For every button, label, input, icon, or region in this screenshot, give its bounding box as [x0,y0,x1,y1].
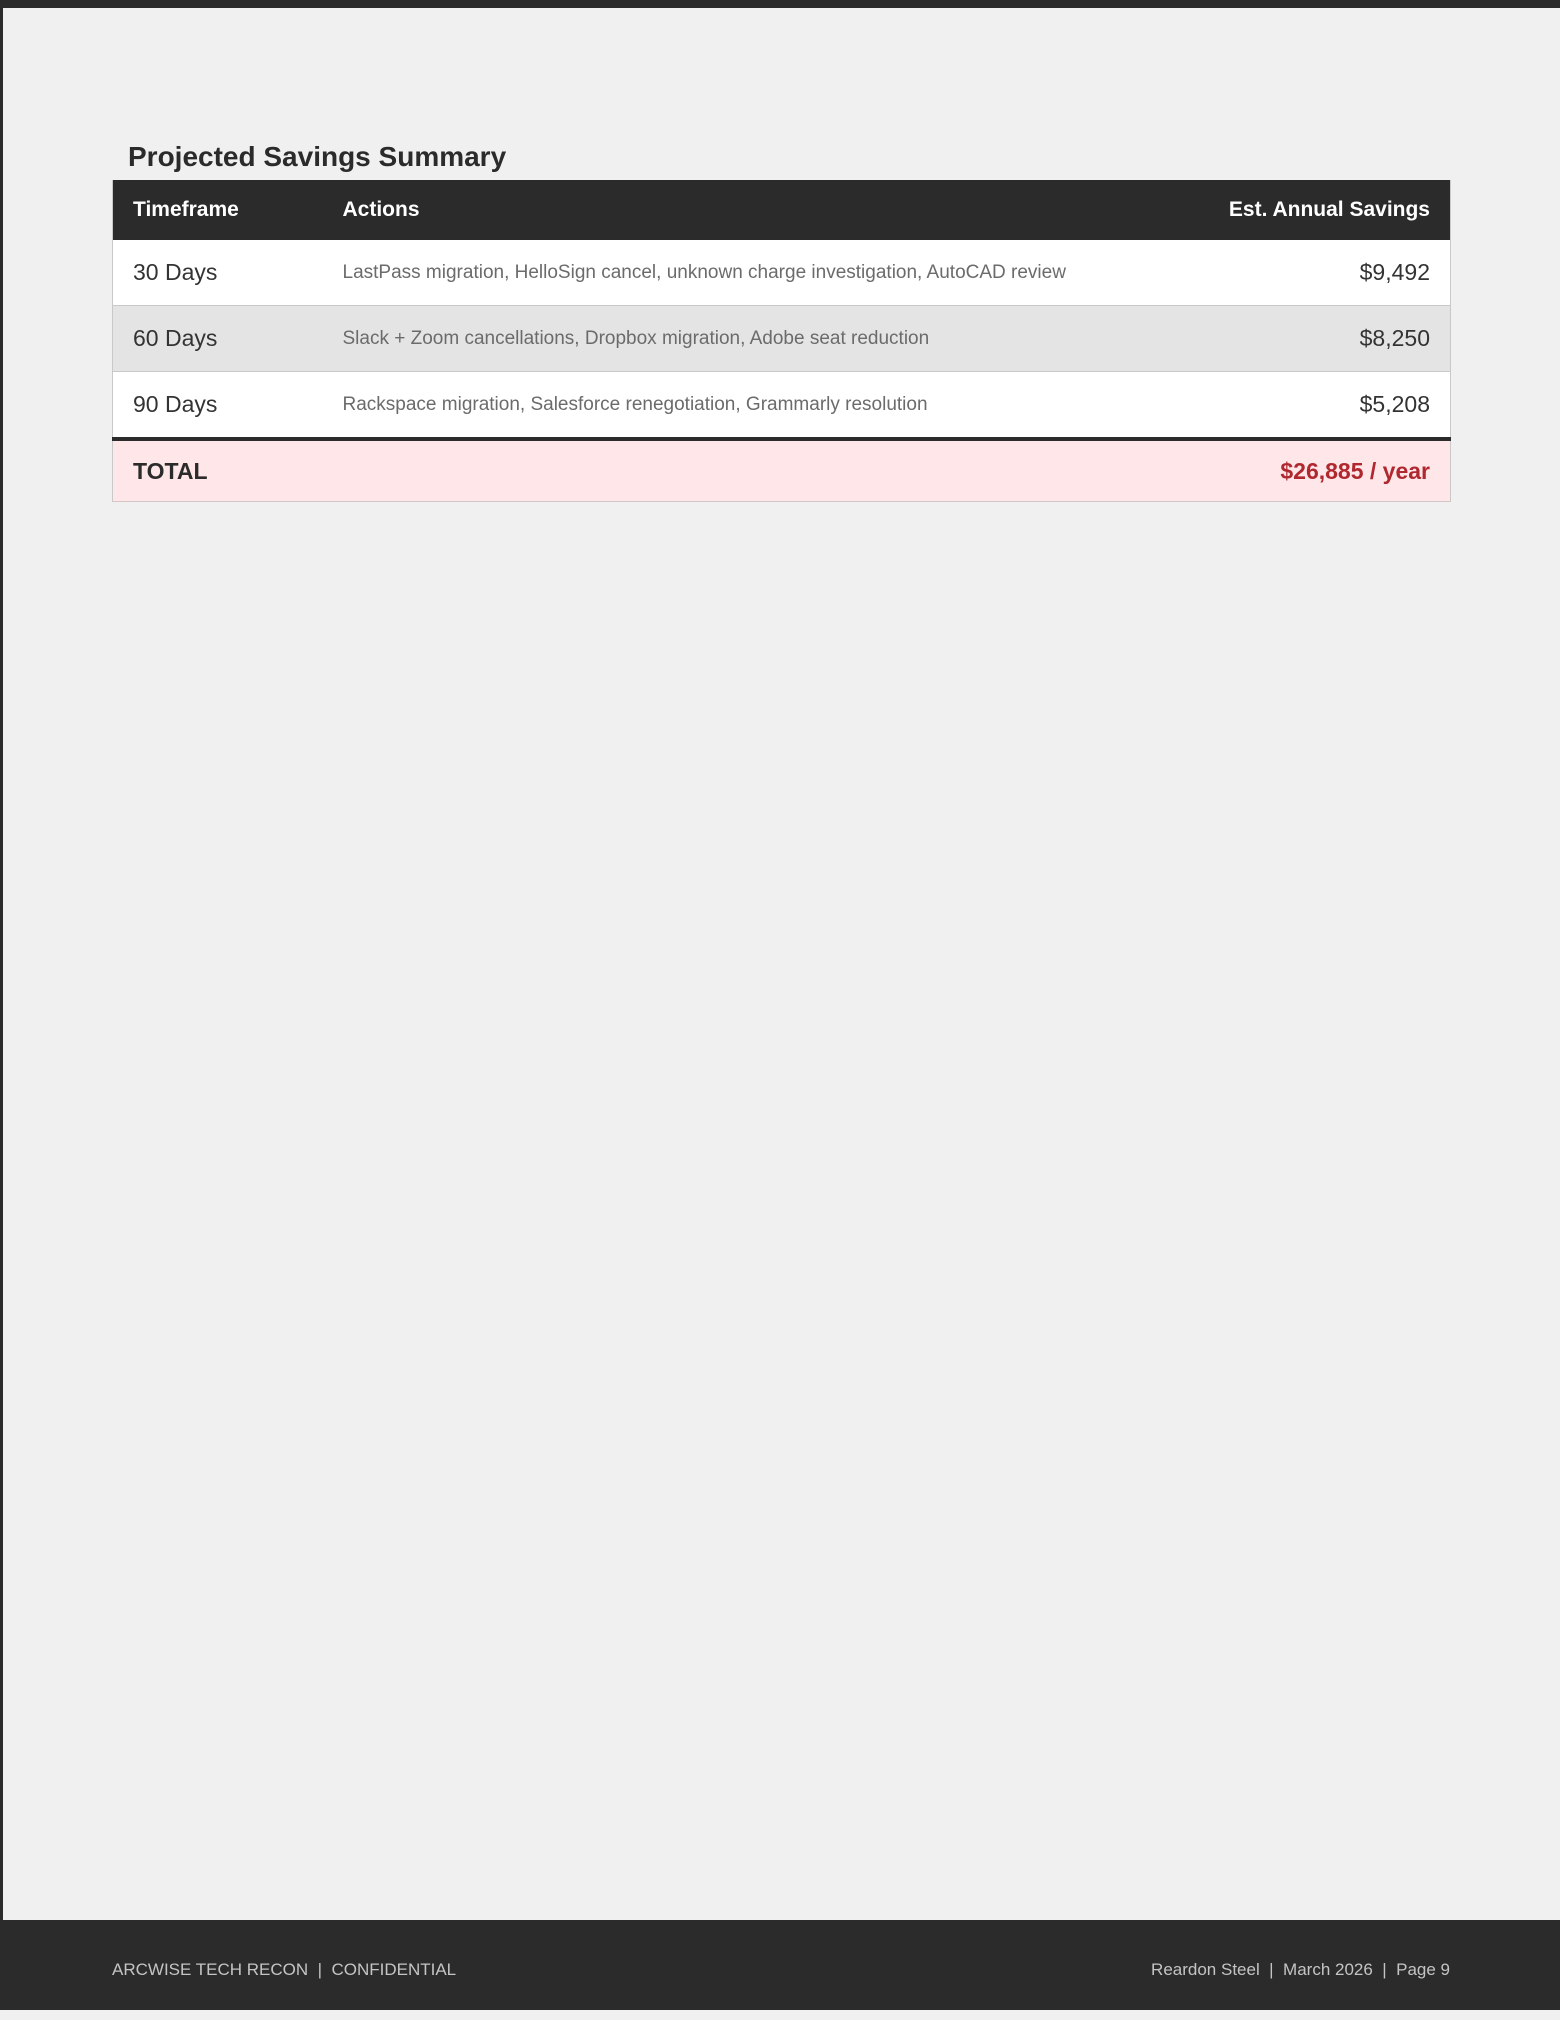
table-header-row [113,180,1451,240]
row-savings: $8,250 [1203,306,1451,372]
header-timeframe: Timeframe [113,180,323,240]
total-value: $26,885 / year [1203,439,1451,502]
total-row [113,439,1451,502]
row-timeframe: 90 Days [113,372,323,440]
section-title: Projected Savings Summary [128,141,507,172]
savings-summary-table [112,180,1451,502]
row-actions: Slack + Zoom cancellations, Dropbox migration, Adobe seat reduction [323,306,1203,372]
table-row [113,240,1451,306]
row-actions: Rackspace migration, Salesforce renegotiation, Grammarly resolution [323,372,1203,440]
total-spacer [323,439,1203,502]
left-border-edge [0,0,3,2010]
table-row [113,372,1451,440]
footer-page-info: Reardon Steel | March 2026 | Page 9 [1151,1960,1450,1979]
row-savings: $5,208 [1203,372,1451,440]
header-actions: Actions [323,180,1203,240]
row-savings: $9,492 [1203,240,1451,306]
row-timeframe: 60 Days [113,306,323,372]
row-timeframe: 30 Days [113,240,323,306]
row-actions: LastPass migration, HelloSign cancel, unknown charge investigation, AutoCAD review [323,240,1203,306]
top-border-bar [0,0,1560,8]
header-savings: Est. Annual Savings [1203,180,1451,240]
total-label: TOTAL [113,439,323,502]
table-row [113,306,1451,372]
footer-company-label: ARCWISE TECH RECON | CONFIDENTIAL [112,1960,457,1979]
page-footer [0,1920,1560,2010]
